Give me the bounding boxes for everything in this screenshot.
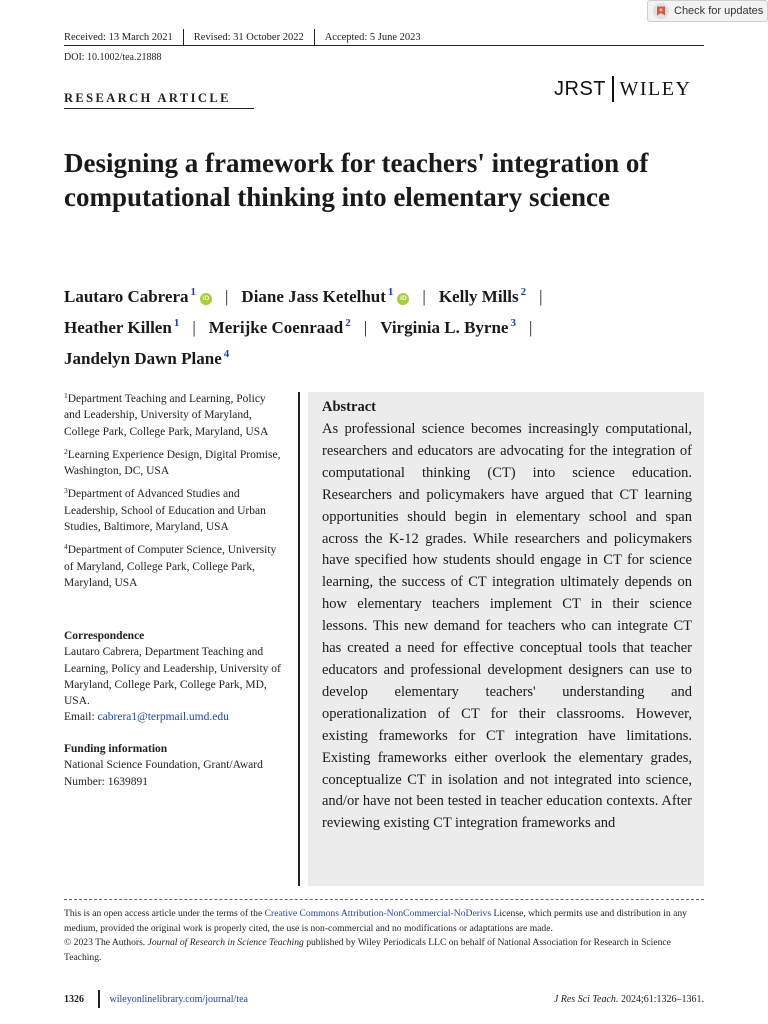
abstract-box: [308, 392, 704, 886]
email-link[interactable]: cabrera1@terpmail.umd.edu: [97, 711, 229, 724]
funding-heading: Funding information: [64, 743, 168, 755]
article-dates: [64, 30, 421, 44]
journal-logo-jrst: JRST: [554, 77, 606, 100]
author-separator: |: [192, 318, 196, 337]
correspondence-section: [64, 628, 284, 726]
revised-date: Revised: 31 October 2022: [193, 31, 304, 43]
author[interactable]: [380, 318, 516, 337]
header-divider: [64, 45, 704, 46]
affiliation-text: Department of Advanced Studies and Leadership, School of Education and Urban Studies, Baltimore, Maryland, USA: [64, 488, 266, 534]
article-type-underline: [64, 108, 254, 109]
affiliation-text: Learning Experience Design, Digital Promise, Washington, DC, USA: [64, 448, 281, 478]
correspondence-heading: Correspondence: [64, 630, 145, 642]
journal-logo-wiley: WILEY: [619, 77, 692, 100]
author[interactable]: [439, 287, 526, 306]
license-link[interactable]: Creative Commons Attribution-NonCommercial-NoDerivs: [264, 908, 492, 919]
orcid-icon[interactable]: iD: [397, 293, 409, 305]
affiliation-text: Department of Computer Science, University of Maryland, College Park, College Park, Maryland, USA: [64, 544, 277, 589]
author-list: [64, 279, 704, 372]
copyright-statement: [64, 936, 704, 965]
author-affiliation-ref: 2: [520, 286, 527, 298]
affiliation: [64, 388, 284, 440]
correspondence-email-line: [64, 709, 284, 725]
funding-text: National Science Foundation, Grant/Award Number: 1639891: [64, 759, 263, 788]
author-name: Merijke Coenraad: [208, 318, 344, 337]
abstract-heading: Abstract: [322, 399, 376, 415]
doi: DOI: 10.1002/tea.21888: [64, 52, 162, 63]
footnote-divider: [64, 899, 704, 900]
author[interactable]: [64, 318, 179, 337]
author-affiliation-ref: 1: [173, 317, 180, 329]
affiliation-number: 4: [64, 542, 68, 552]
author-separator: |: [225, 287, 229, 306]
author-name: Heather Killen: [64, 318, 172, 337]
copyright-text: © 2023 The Authors.: [64, 937, 148, 949]
author[interactable]: [64, 287, 212, 306]
citation-journal: J Res Sci Teach.: [553, 993, 619, 1005]
license-text: This is an open access article under the terms of the: [64, 908, 265, 919]
license-statement: [64, 907, 704, 936]
author[interactable]: [64, 349, 229, 368]
author-affiliation-ref: 3: [510, 317, 516, 329]
logo-divider: [612, 76, 614, 102]
page-footer: [64, 990, 704, 1008]
journal-url[interactable]: wileyonlinelibrary.com/journal/tea: [109, 993, 248, 1005]
affiliation: [64, 539, 284, 591]
license-footnote: [64, 907, 704, 965]
author-separator: |: [528, 318, 533, 337]
author-name: Diane Jass Ketelhut: [241, 287, 386, 306]
correspondence-text: Lautaro Cabrera, Department Teaching and Learning, Policy and Leadership, University of Maryland, College Park, College Park, MD, USA.: [64, 646, 281, 708]
author-name: Jandelyn Dawn Plane: [64, 349, 222, 368]
affiliation: [64, 444, 284, 480]
affiliation-number: 1: [64, 391, 68, 400]
accepted-date: Accepted: 5 June 2023: [324, 31, 421, 43]
check-updates-icon: [653, 3, 669, 19]
article-type: RESEARCH ARTICLE: [64, 91, 231, 105]
date-separator: [314, 29, 315, 45]
author-separator: |: [363, 318, 368, 337]
copyright-text: published by Wiley Periodicals LLC on behalf of National Association for Research in Science Teaching.: [64, 937, 671, 963]
check-updates-label: Check for updates: [674, 5, 764, 17]
copyright-journal: Journal of Research in Science Teaching: [147, 937, 304, 949]
author-name: Lautaro Cabrera: [64, 287, 189, 306]
author-separator: |: [539, 287, 543, 306]
abstract-body: As professional science becomes increasingly computational, researchers and educators are advocating for the integration of computational thinking (CT) into science education. Researchers and policymakers have argued that CT learning opportunities should begin in elementary school and span across the K-12 grades. While researchers and policymakers have specified how students should engage in CT for science learning, the success of CT integration ultimately depends on how elementary teachers implement CT in their science lessons. This new demand for teachers who can integrate CT has created a need for effective conceptual tools that teacher educators and professional development designers can use to develop elementary teachers' understanding and operationalization of CT for their classrooms. However, existing frameworks for CT integration have limitations. Existing frameworks either overlook the elementary grades, conceptualize CT in isolation and not integrated into science, and/or have not been tested in teacher education contexts. After reviewing existing CT integration frameworks and: [322, 421, 692, 832]
article-title: Designing a framework for teachers' integration of computational thinking into elementary science: [64, 148, 649, 212]
check-for-updates-button[interactable]: [647, 0, 768, 22]
affiliation-text: Department Teaching and Learning, Policy and Leadership, University of Maryland, College Park, College Park, Maryland, USA: [64, 393, 269, 438]
license-text: License, which permits use and distribution in any medium, provided the original work is properly cited, the use is non-commercial and no modifications or adaptations are made.: [64, 908, 687, 934]
author[interactable]: [241, 287, 409, 306]
journal-logo: [554, 76, 691, 102]
affiliations: [64, 388, 284, 595]
author-name: Kelly Mills: [438, 287, 519, 306]
footer-separator: [98, 990, 100, 1008]
received-date: Received: 13 March 2021: [64, 31, 173, 43]
abstract-left-rule: [298, 392, 300, 886]
author-name: Virginia L. Byrne: [380, 318, 509, 337]
funding-section: [64, 741, 284, 790]
affiliation-number: 3: [64, 486, 68, 496]
author-affiliation-ref: 1: [387, 286, 394, 298]
citation: [554, 994, 704, 1005]
email-label: Email:: [64, 711, 98, 724]
page-number: 1326: [64, 993, 84, 1005]
orcid-icon[interactable]: iD: [200, 293, 212, 305]
date-separator: [183, 29, 184, 45]
affiliation: [64, 483, 284, 535]
author-separator: |: [422, 287, 426, 306]
citation-details: 2024;61:1326–1361.: [618, 993, 704, 1005]
author-affiliation-ref: 1: [190, 286, 197, 298]
author-affiliation-ref: 2: [345, 317, 351, 329]
affiliation-number: 2: [64, 446, 68, 456]
author[interactable]: [209, 318, 351, 337]
author-affiliation-ref: 4: [223, 348, 230, 360]
